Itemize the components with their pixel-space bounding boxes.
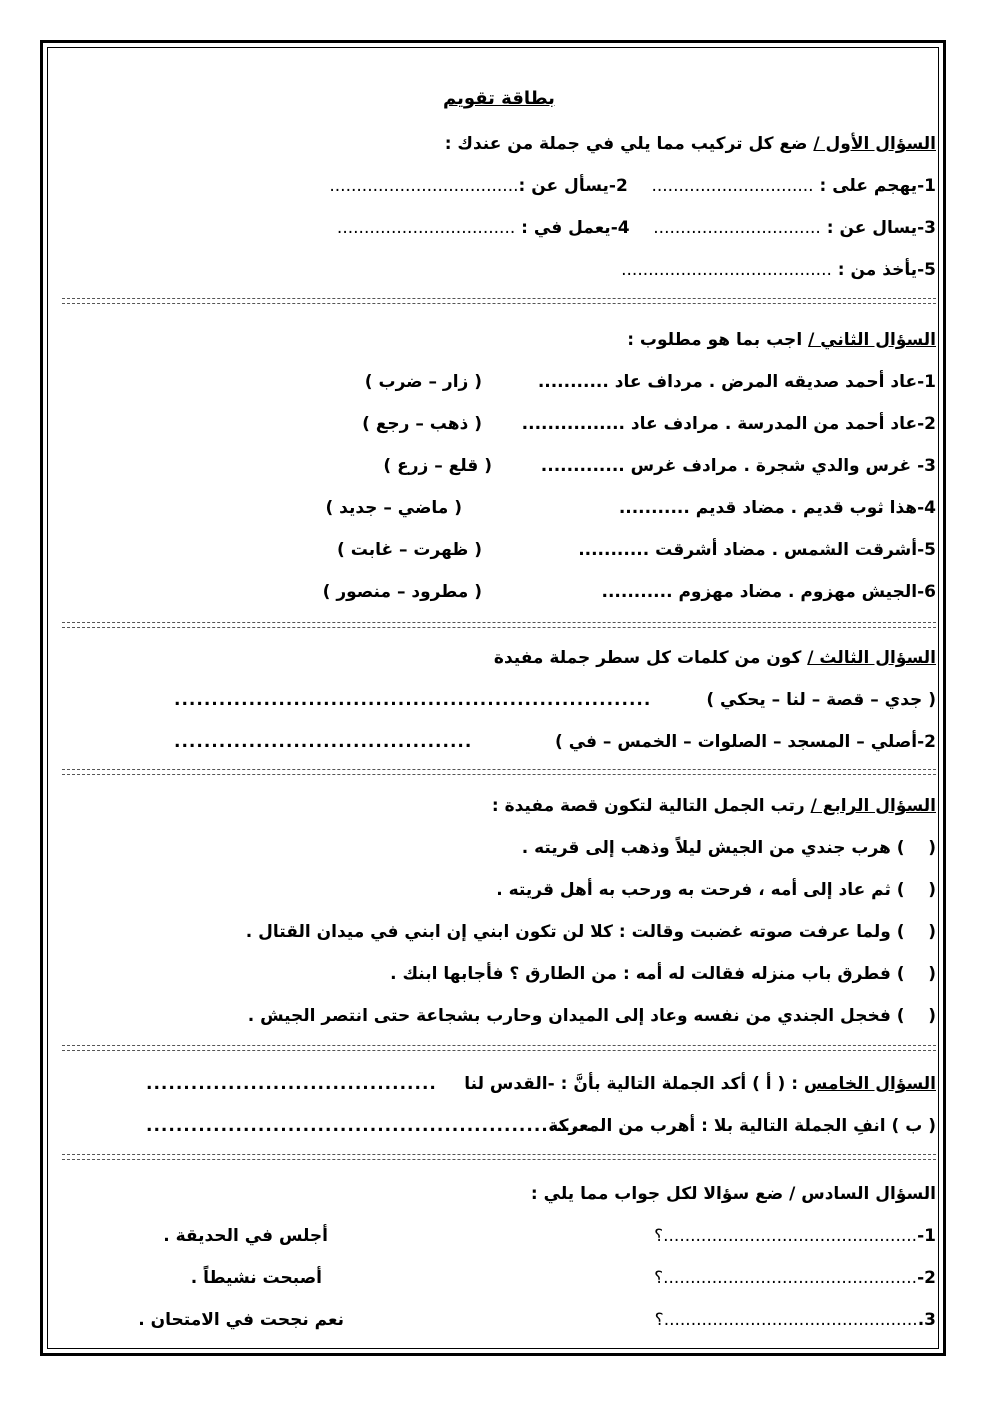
q2-heading-line xyxy=(627,328,936,352)
q1-blank-5: ....................................... xyxy=(621,260,832,280)
q1-line-3 xyxy=(621,258,936,282)
q5-blank-a: ....................................... xyxy=(146,1074,437,1094)
q5-part-b: ( ب ) انفِ الجملة التالية بلا : أهرب من المعركة xyxy=(548,1116,936,1136)
q3-instruction: كون من كلمات كل سطر جملة مفيدة xyxy=(493,648,802,668)
worksheet xyxy=(62,72,936,1342)
q1-line-1 xyxy=(329,174,936,198)
q2-heading: السؤال الثاني / xyxy=(808,330,936,350)
separator xyxy=(62,622,936,628)
q2-choices-3: ( قلع – زرع ) xyxy=(383,456,492,476)
q4-sentence-4: ) فطرق باب منزله فقالت له أمه : من الطارق ؟ فأجابها ابنك . xyxy=(390,964,905,984)
q1-instruction: ضع كل تركيب مما يلي في جملة من عندك : xyxy=(444,134,808,154)
q3-line-2: 2-أصلي – المسجد – الصلوات – الخمس – في ) xyxy=(555,732,936,752)
separator xyxy=(62,769,936,775)
q5-blank-b: ............................................................ xyxy=(146,1116,594,1136)
q4-instruction: رتب الجمل التالية لتكون قصة مفيدة : xyxy=(491,796,805,816)
q6-blank-2: ...............................................؟ xyxy=(654,1268,918,1288)
q4-bracket: ( xyxy=(928,964,936,984)
q4-item-2 xyxy=(496,878,936,902)
q1-heading-line xyxy=(445,132,936,156)
q1-blank-2: ................................... xyxy=(329,176,519,196)
q6-row-1 xyxy=(654,1224,936,1248)
q4-item-5 xyxy=(248,1004,936,1028)
q4-bracket: ( xyxy=(928,1006,936,1026)
q4-sentence-3: ) ولما عرفت صوته غضبت وقالت : كلا لن تكون ابني إن ابني في ميدان القتال . xyxy=(245,922,905,942)
q6-row-3 xyxy=(655,1308,936,1332)
q2-item-4: 4-هذا ثوب قديم . مضاد قديم ........... xyxy=(618,498,936,518)
separator xyxy=(62,1045,936,1051)
q3-blank-2: ........................................ xyxy=(174,732,473,752)
q4-heading: السؤال الرابع / xyxy=(810,796,936,816)
q6-blank-1: ...............................................؟ xyxy=(654,1226,918,1246)
q3-heading-line xyxy=(494,646,936,670)
q3-line-1: ( جدي – قصة – لنا – يحكي ) xyxy=(706,690,936,710)
q6-answer-3: نعم نجحت في الامتحان . xyxy=(138,1310,344,1330)
q1-blank-4: ................................. xyxy=(336,218,516,238)
q6-num-1: 1- xyxy=(917,1226,936,1246)
q6-num-2: 2- xyxy=(917,1268,936,1288)
q6-num-3: 3. xyxy=(917,1310,936,1330)
q6-answer-1: أجلس في الحديقة . xyxy=(163,1226,328,1246)
q6-blank-3: ...............................................؟ xyxy=(654,1310,918,1330)
worksheet-title: بطاقة تقويم xyxy=(443,88,555,109)
q6-row-2 xyxy=(654,1266,936,1290)
q2-item-1: 1-عاد أحمد صديقه المرض . مرداف عاد ........... xyxy=(537,372,936,392)
q5-line-a xyxy=(464,1072,936,1096)
separator xyxy=(62,1154,936,1160)
q1-item-5: 5-يأخذ من : xyxy=(837,260,936,280)
q1-line-2 xyxy=(337,216,936,240)
q4-bracket: ( xyxy=(928,838,936,858)
q1-heading: السؤال الأول / xyxy=(813,134,936,154)
q4-sentence-5: ) فخجل الجندي من نفسه وعاد إلى الميدان وحارب بشجاعة حتى انتصر الجيش . xyxy=(247,1006,905,1026)
q1-item-4: 4-يعمل في : xyxy=(521,218,630,238)
q4-bracket: ( xyxy=(928,922,936,942)
q6-answer-2: أصبحت نشيطاً . xyxy=(190,1268,322,1288)
q1-blank-1: .............................. xyxy=(651,176,814,196)
q2-item-6: 6-الجيش مهزوم . مضاد مهزوم ........... xyxy=(601,582,936,602)
q4-sentence-2: ) ثم عاد إلى أمه ، فرحت به ورحب به أهل قريته . xyxy=(496,880,905,900)
q2-choices-1: ( زار – ضرب ) xyxy=(364,372,482,392)
q1-item-3: 3-يسال عن : xyxy=(826,218,936,238)
q1-item-2: 2-يسأل عن : xyxy=(518,176,628,196)
q4-heading-line xyxy=(492,794,936,818)
q2-choices-4: ( ماضي – جديد ) xyxy=(325,498,462,518)
q2-choices-5: ( ظهرت – غابت ) xyxy=(337,540,482,560)
q4-sentence-1: ) هرب جندي من الجيش ليلاً وذهب إلى قريته . xyxy=(521,838,905,858)
q6-heading: السؤال السادس / ضع سؤالا لكل جواب مما يلي : xyxy=(530,1184,936,1204)
q4-item-1 xyxy=(522,836,936,860)
q4-item-3 xyxy=(246,920,936,944)
q2-choices-2: ( ذهب – رجع ) xyxy=(362,414,482,434)
q2-item-3: 3- غرس والدي شجرة . مرادف غرس ............. xyxy=(540,456,936,476)
separator xyxy=(62,298,936,304)
q5-part-a: : ( أ ) أكد الجملة التالية بأنَّ : -القدس لنا xyxy=(464,1074,798,1094)
q2-instruction: اجب بما هو مطلوب : xyxy=(627,330,803,350)
q4-bracket: ( xyxy=(928,880,936,900)
q2-item-5: 5-أشرقت الشمس . مضاد أشرقت ........... xyxy=(578,540,936,560)
q5-heading: السؤال الخامس xyxy=(803,1074,936,1094)
q1-blank-3: ............................... xyxy=(653,218,821,238)
q4-item-4 xyxy=(390,962,936,986)
q1-item-1: 1-يهجم على : xyxy=(819,176,936,196)
q3-blank-1: ................................................................ xyxy=(174,690,652,710)
q2-choices-6: ( مطرود – منصور ) xyxy=(322,582,482,602)
q2-item-2: 2-عاد أحمد من المدرسة . مرادف عاد ................ xyxy=(521,414,936,434)
q3-heading: السؤال الثالث / xyxy=(807,648,936,668)
